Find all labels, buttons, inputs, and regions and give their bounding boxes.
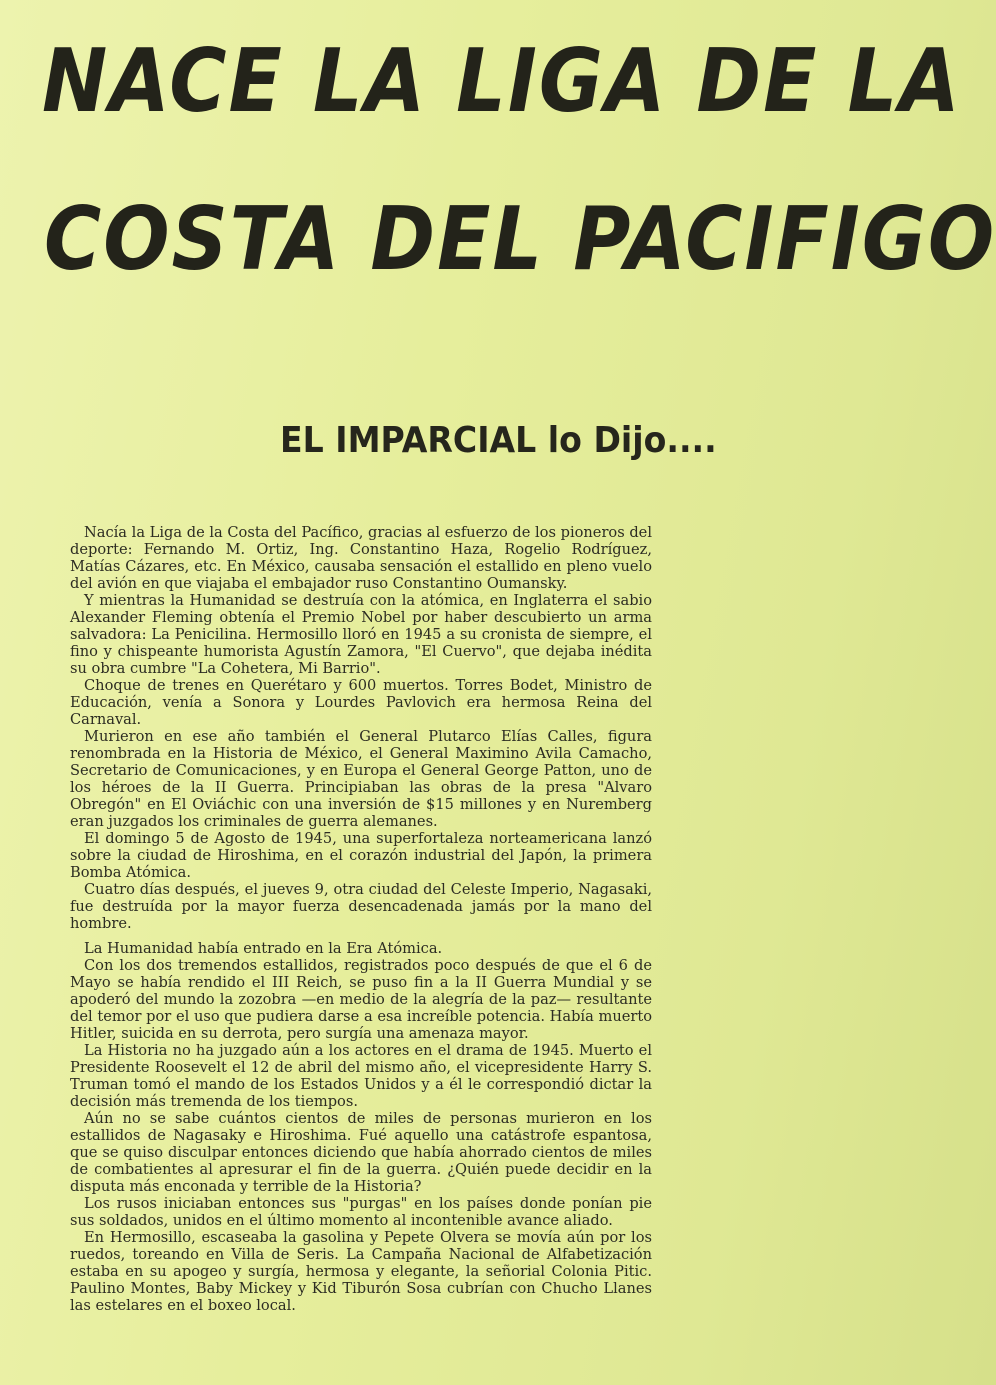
article-paragraph-10: Aún no se sabe cuántos cientos de miles de personas murieron en los estallidos de Nagasaky e Hiroshima. Fué aquello una catástrofe espantosa, que se quiso disculpar entonces diciendo que había ahorrado cientos de miles de combatientes al apresurar el fin de la guerra. ¿Quién puede decidir en la disputa más enconada y terrible de la Historia?	[70, 1110, 652, 1195]
article-paragraph-5: El domingo 5 de Agosto de 1945, una superfortaleza norteamericana lanzó sobre la ciudad de Hiroshima, en el corazón industrial del Japón, la primera Bomba Atómica.	[70, 830, 652, 881]
article-paragraph-6: Cuatro días después, el jueves 9, otra ciudad del Celeste Imperio, Nagasaki, fue destruída por la mayor fuerza desencadenada jamás por la mano del hombre.	[70, 881, 652, 932]
headline-line-1: NACE LA LIGA DE LA	[42, 31, 962, 133]
subheadline: EL IMPARCIAL lo Dijo....	[280, 420, 717, 461]
headline-line-2: COSTA DEL PACIFIGO	[44, 189, 996, 291]
article-paragraph-11: Los rusos iniciaban entonces sus "purgas" en los países donde ponían pie sus soldados, unidos en el último momento al incontenible avance aliado.	[70, 1195, 652, 1229]
article-paragraph-12: En Hermosillo, escaseaba la gasolina y Pepete Olvera se movía aún por los ruedos, toreando en Villa de Seris. La Campaña Nacional de Alfabetización estaba en su apogeo y surgía, hermosa y elegante, la señorial Colonia Pitic. Paulino Montes, Baby Mickey y Kid Tiburón Sosa cubrían con Chucho Llanes las estelares en el boxeo local.	[70, 1229, 652, 1314]
article-paragraph-4: Murieron en ese año también el General Plutarco Elías Calles, figura renombrada en la Historia de México, el General Maximino Avila Camacho, Secretario de Comunicaciones, y en Europa el General George Patton, uno de los héroes de la II Guerra. Principiaban las obras de la presa "Alvaro Obregón" en El Oviáchic con una inversión de $15 millones y en Nuremberg eran juzgados los criminales de guerra alemanes.	[70, 728, 652, 830]
article-paragraph-7: La Humanidad había entrado en la Era Atómica.	[84, 940, 443, 957]
article-paragraph-8: Con los dos tremendos estallidos, registrados poco después de que el 6 de Mayo se había rendido el III Reich, se puso fin a la II Guerra Mundial y se apoderó del mundo la zozobra —en medio de la alegría de la paz— resultante del temor por el uso que pudiera darse a esa increíble potencia. Había muerto Hitler, suicida en su derrota, pero surgía una amenaza mayor.	[70, 957, 652, 1042]
article-body	[70, 524, 652, 1314]
article-paragraph-3: Choque de trenes en Querétaro y 600 muertos. Torres Bodet, Ministro de Educación, venía a Sonora y Lourdes Pavlovich era hermosa Reina del Carnaval.	[70, 677, 652, 728]
article-paragraph-2: Y mientras la Humanidad se destruía con la atómica, en Inglaterra el sabio Alexander Fleming obtenía el Premio Nobel por haber descubierto un arma salvadora: La Penicilina. Hermosillo lloró en 1945 a su cronista de siempre, el fino y chispeante humorista Agustín Zamora, "El Cuervo", que dejaba inédita su obra cumbre "La Cohetera, Mi Barrio".	[70, 592, 652, 677]
article-paragraph-1: Nacía la Liga de la Costa del Pacífico, gracias al esfuerzo de los pioneros del deporte: Fernando M. Ortiz, Ing. Constantino Haza, Rogelio Rodríguez, Matías Cázares, etc. En México, causaba sensación el estallido en pleno vuelo del avión en que viajaba el embajador ruso Constantino Oumansky.	[70, 524, 652, 592]
article-paragraph-9: La Historia no ha juzgado aún a los actores en el drama de 1945. Muerto el Presidente Roosevelt el 12 de abril del mismo año, el vicepresidente Harry S. Truman tomó el mando de los Estados Unidos y a él le correspondió dictar la decisión más tremenda de los tiempos.	[70, 1042, 652, 1110]
